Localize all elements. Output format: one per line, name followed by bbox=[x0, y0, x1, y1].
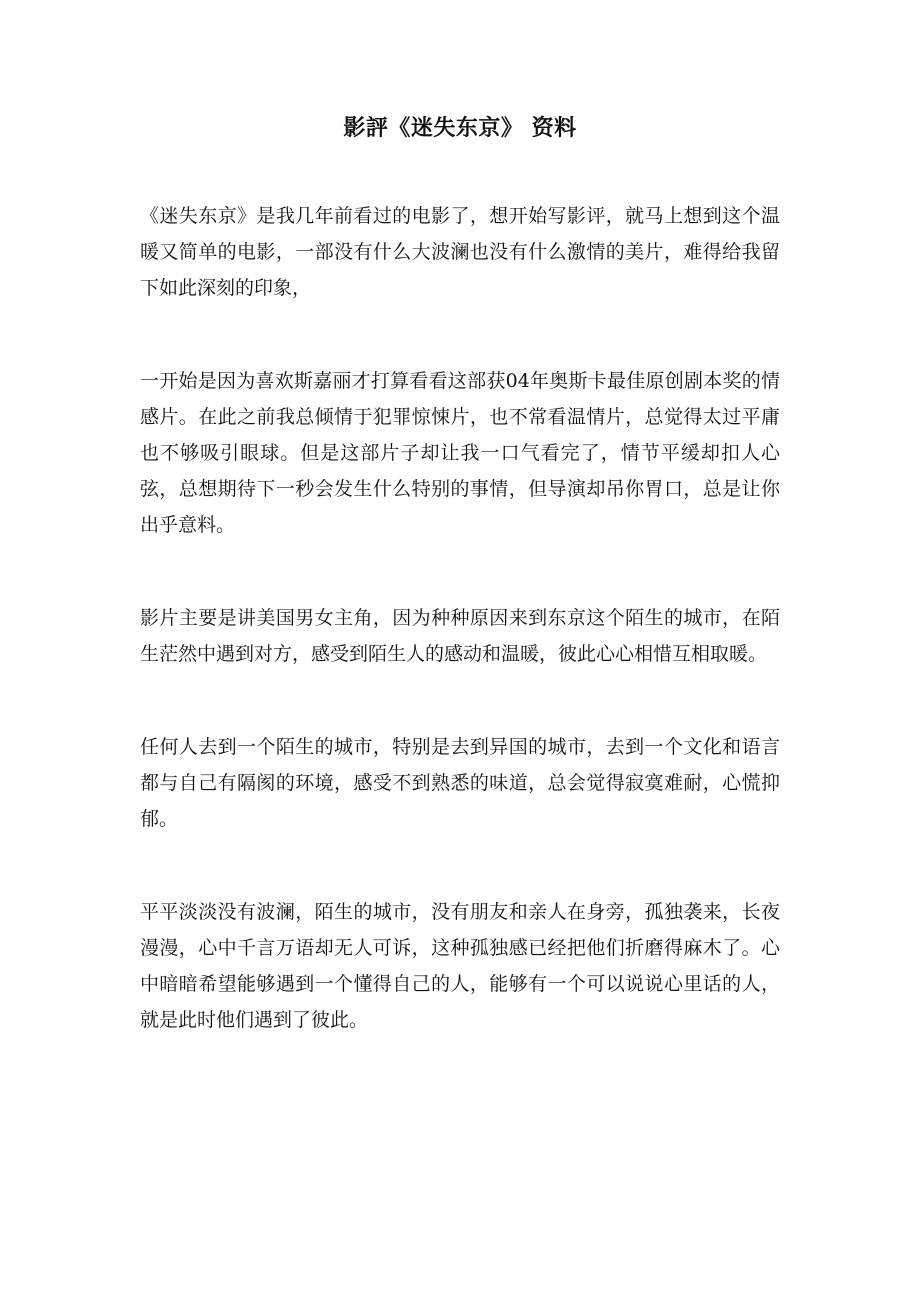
document-body bbox=[140, 198, 780, 1038]
paragraph-1: 《迷失东京》是我几年前看过的电影了，想开始写影评，就马上想到这个温暖又简单的电影，一部没有什么大波澜也没有什么激情的美片，难得给我留下如此深刻的印象， bbox=[140, 205, 780, 299]
paragraph-4: 任何人去到一个陌生的城市，特别是去到异国的城市，去到一个文化和语言都与自己有隔阂的环境，感受不到熟悉的味道，总会觉得寂寞难耐，心慌抑郁。 bbox=[140, 736, 780, 830]
paragraph-5: 平平淡淡没有波澜，陌生的城市，没有朋友和亲人在身旁，孤独袭来，长夜漫漫，心中千言万语却无人可诉，这种孤独感已经把他们折磨得麻木了。心中暗暗希望能够遇到一个懂得自己的人，能够有一个可以说说心里话的人，就是此时他们遇到了彼此。 bbox=[140, 901, 780, 1031]
document-title: 影評《迷失东京》 资料 bbox=[343, 115, 577, 141]
paragraph-2: 一开始是因为喜欢斯嘉丽才打算看看这部获04年奥斯卡最佳原创剧本奖的情感片。在此之前我总倾情于犯罪惊悚片，也不常看温情片，总觉得太过平庸也不够吸引眼球。但是这部片子却让我一口气看完了，情节平缓却扣人心弦，总想期待下一秒会发生什么特别的事情，但导演却吊你胃口，总是让你出乎意料。 bbox=[140, 370, 780, 536]
paragraph-3: 影片主要是讲美国男女主角，因为种种原因来到东京这个陌生的城市，在陌生茫然中遇到对方，感受到陌生人的感动和温暖，彼此心心相惜互相取暖。 bbox=[140, 607, 780, 665]
